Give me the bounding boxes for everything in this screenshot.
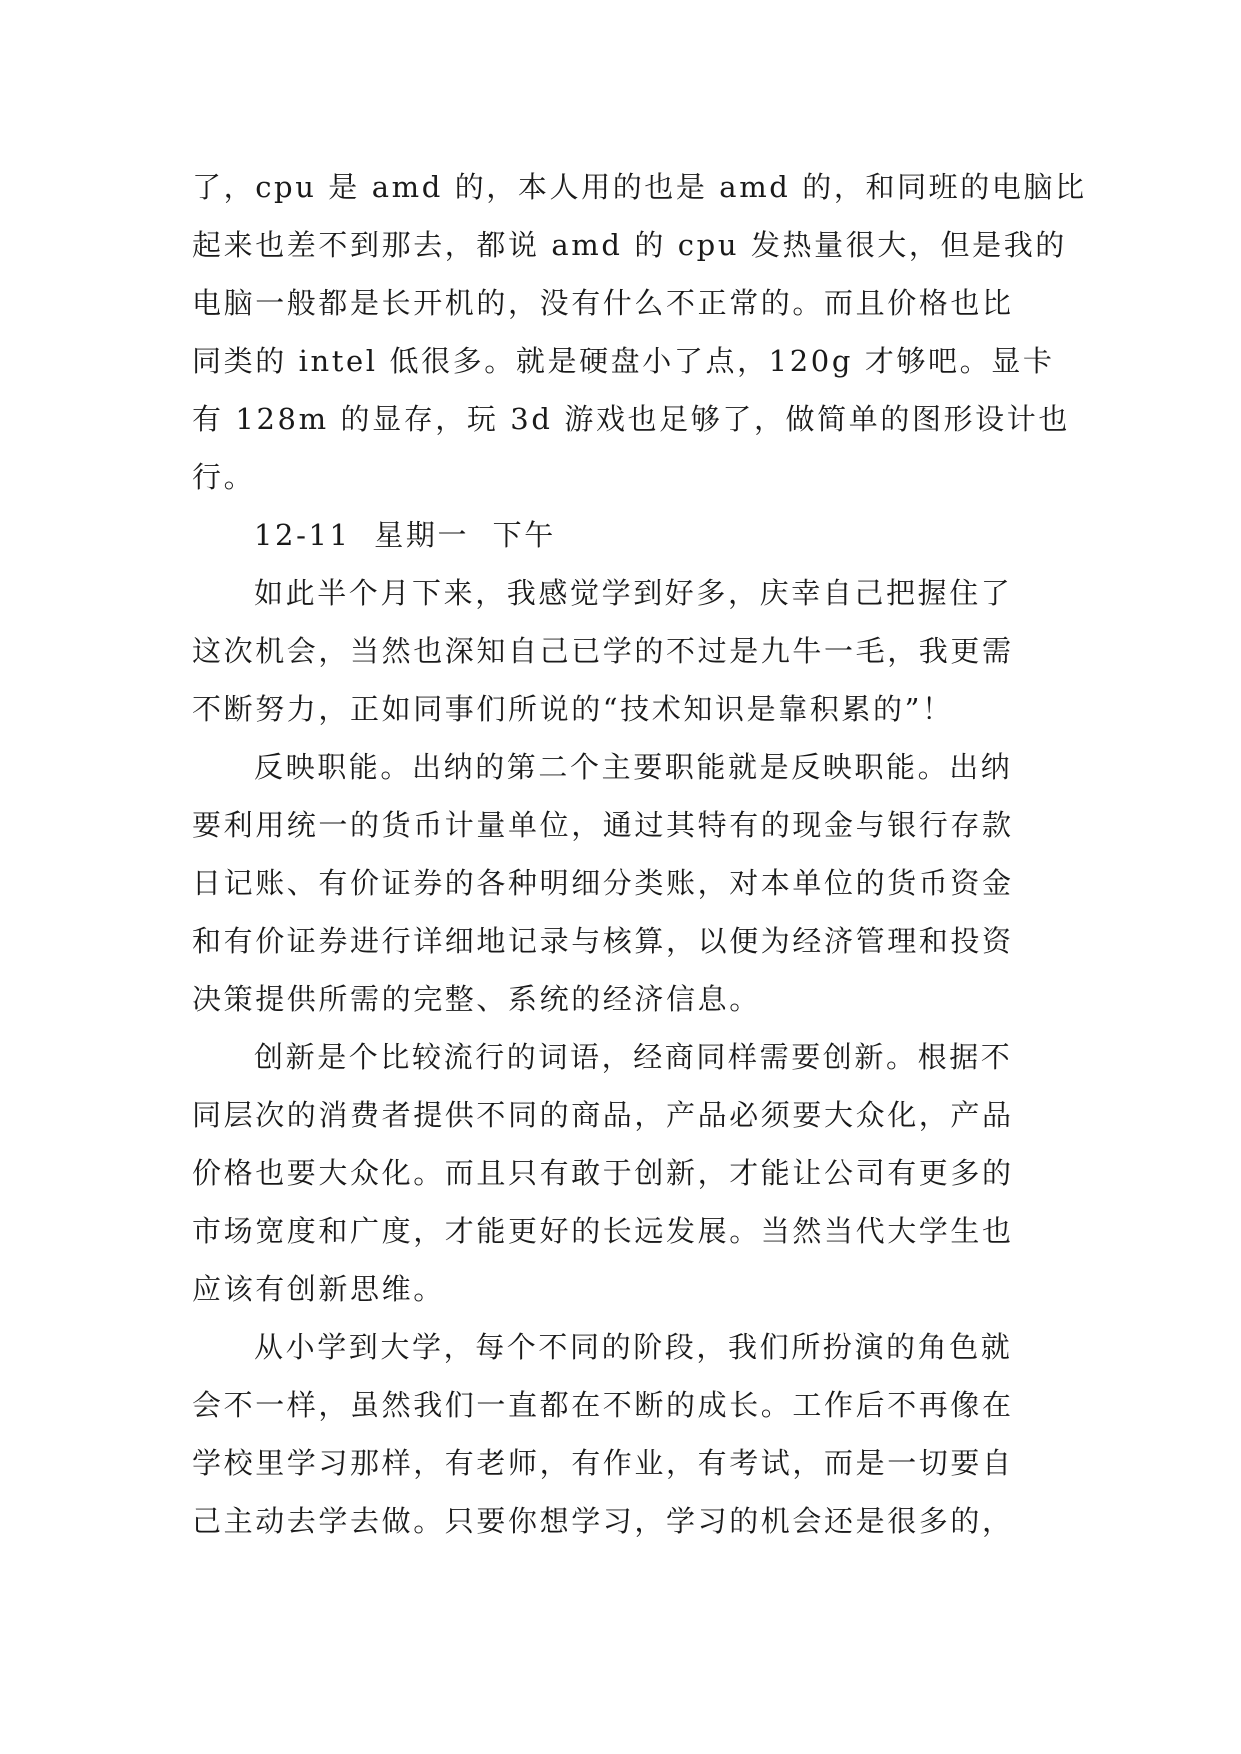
text-line: 决策提供所需的完整、系统的经济信息。 — [192, 982, 761, 1016]
text-line: 不断努力，正如同事们所说的“技术知识是靠积累的”！ — [192, 692, 954, 726]
text-line: 同类的 intel 低很多。就是硬盘小了点，120g 才够吧。显卡 — [192, 344, 1055, 378]
text-line: 学校里学习那样，有老师，有作业，有考试，而是一切要自 — [192, 1446, 1014, 1480]
text-line: 从小学到大学，每个不同的阶段，我们所扮演的角色就 — [254, 1330, 1013, 1364]
text-line: 如此半个月下来，我感觉学到好多，庆幸自己把握住了 — [254, 576, 1013, 610]
paragraph-5 — [192, 1028, 1054, 1318]
text-line: 要利用统一的货币计量单位，通过其特有的现金与银行存款 — [192, 808, 1014, 842]
text-line: 了，cpu 是 amd 的，本人用的也是 amd 的，和同班的电脑比 — [192, 170, 1087, 204]
text-line: 会不一样，虽然我们一直都在不断的成长。工作后不再像在 — [192, 1388, 1014, 1422]
date-heading — [192, 506, 1054, 564]
text-line: 市场宽度和广度，才能更好的长远发展。当然当代大学生也 — [192, 1214, 1014, 1248]
text-line: 12-11 星期一 下午 — [254, 518, 556, 552]
text-line: 己主动去学去做。只要你想学习，学习的机会还是很多的， — [192, 1504, 1014, 1538]
text-line: 电脑一般都是长开机的，没有什么不正常的。而且价格也比 — [192, 286, 1014, 320]
text-line: 行。 — [192, 460, 256, 494]
text-line: 创新是个比较流行的词语，经商同样需要创新。根据不 — [254, 1040, 1013, 1074]
text-line: 同层次的消费者提供不同的商品，产品必须要大众化，产品 — [192, 1098, 1014, 1132]
text-line: 和有价证券进行详细地记录与核算，以便为经济管理和投资 — [192, 924, 1014, 958]
text-line: 有 128m 的显存，玩 3d 游戏也足够了，做简单的图形设计也 — [192, 402, 1070, 436]
document-body — [192, 158, 1087, 1550]
paragraph-4 — [192, 738, 1054, 1028]
paragraph-1 — [192, 158, 1087, 506]
text-line: 价格也要大众化。而且只有敢于创新，才能让公司有更多的 — [192, 1156, 1014, 1190]
paragraph-6 — [192, 1318, 1054, 1550]
text-line: 日记账、有价证券的各种明细分类账，对本单位的货币资金 — [192, 866, 1014, 900]
text-line: 反映职能。出纳的第二个主要职能就是反映职能。出纳 — [254, 750, 1013, 784]
text-line: 应该有创新思维。 — [192, 1272, 445, 1306]
text-line: 这次机会，当然也深知自己已学的不过是九牛一毛，我更需 — [192, 634, 1014, 668]
text-line: 起来也差不到那去，都说 amd 的 cpu 发热量很大，但是我的 — [192, 228, 1067, 262]
paragraph-3 — [192, 564, 1054, 738]
